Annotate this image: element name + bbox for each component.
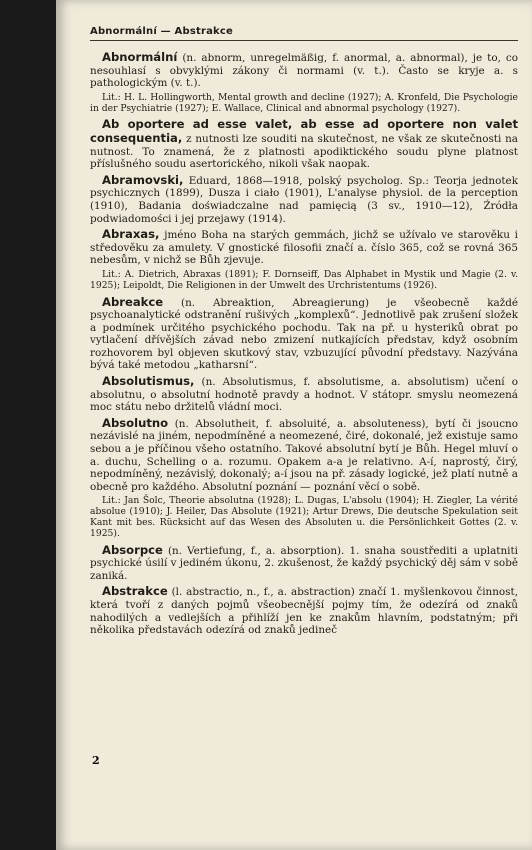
entry-text: (n. Vertiefung, f., a. absorption). 1. snaha soustřediti a uplatniti psychické úsilí v jediném úkonu, 2. zkušenost, že každý psychický děj sám v sobě zaniká. (90, 544, 518, 582)
entry-text: (l. abstractio, n., f., a. abstraction) značí 1. myšlenkovou činnost, která tvoří z daných pojmů všeobecnější pojmy tím, že odezírá od znaků nahodilých a vedlejších a přihlíží jen ke znakům hlavním, podstatným; při několika představách odezírá od znaků jedineč (90, 586, 518, 637)
dictionary-entry (90, 228, 518, 267)
entry-headword: Absolutno (102, 415, 169, 430)
entry-text: (n. abnorm, unregelmäßig, f. anormal, a. abnormal), je to, co nesouhlasí s obvyklými zákony či normami (v. t.). Často se kryje a. s pathologickým (v. t.). (90, 52, 518, 90)
entry-text: (n. Abreaktion, Abreagierung) je všeobecně každé psychoanalytické odstranění rušivých „komplexů“. Jednotlivě pak zrušení složek a podmínek určitého psychického pochodu. Tak na př. u hysteriků obrat po vytlačení dřívějších závad nebo zmizení nutkajících představ, když osobním rozhovorem byl objeven skutkový stav, vzbuzující původní představy. Nazývána bývá také metodou „katharsní“. (90, 296, 518, 372)
entry-headword: Abreakce (102, 294, 164, 309)
entry-headword: Absorpce (102, 542, 163, 557)
entry-headword: Abramovski, (102, 172, 184, 187)
entry-headword: Abstrakce (102, 584, 168, 599)
entry-text: Eduard, 1868—1918, polský psycholog. Sp.: Teorja jednotek psychicznych (1899), Dusza i ciało (1901), L'analyse physiol. de la perception (1910), Badania doświadczalne nad pamięcią (3 sv., 1910—12), Źródła podwiadomości i jej przejawy (1914). (90, 174, 518, 225)
entry-headword: Abnormální (102, 50, 178, 64)
dictionary-entries (90, 51, 518, 637)
page-number: 2 (92, 754, 100, 767)
entry-text: (n. Absolutismus, f. absolutisme, a. absolutism) učení o absolutnu, o absolutní hodnotě pravdy a hodnot. V státopr. smyslu neomezená moc státu nebo držitelů vládní moci. (90, 376, 518, 414)
entry-headword: Abraxas, (102, 227, 160, 242)
entry-literature: Lit.: H. L. Hollingworth, Mental growth and decline (1927); A. Kronfeld, Die Psychologie in der Psychiatrie (1927); E. Wallace, Clinical and abnormal psychology (1927). (90, 91, 518, 114)
dictionary-entry (90, 417, 518, 494)
running-head: Abnormální — Abstrakce (90, 26, 518, 41)
entry-text: (n. Absolutheit, f. absoluité, a. absoluteness), bytí či jsoucno nezávislé na jiném, nepodmíněné a neomezené, čiré, dokonalé, jež existuje samo sebou a je příčinou všeho ostatního. Takové absolutní bytí je Bůh. Hegel mluví o a. duchu, Schelling o a. rozumu. Opakem a-a je relativno. A-í, naprostý, čirý, nepodmíněný, nezávislý, dokonalý; a-í jsou na př. zásady logické, jež platí nutně a obecně pro každého. Absolutní poznání — poznání věcí o sobě. (90, 417, 518, 493)
dictionary-entry (90, 585, 518, 636)
entry-headword: Ab oportere ad esse valet, ab esse ad oportere non valet consequentia, (90, 117, 518, 145)
dictionary-entry (90, 375, 518, 414)
entry-literature: Lit.: A. Dietrich, Abraxas (1891); F. Dornseiff, Das Alphabet in Mystik und Magie (2. v. 1925); Leipoldt, Die Religionen in der Umwelt des Urchristentums (1926). (90, 268, 518, 291)
page-content (90, 26, 518, 640)
entry-text: z nutnosti lze souditi na skutečnost, ne však ze skutečnosti na nutnost. To znamená, že z platnosti apodiktického soudu plyne platnost příslušného soudu asertorického, nikoli však naopak. (90, 132, 518, 171)
entry-literature: Lit.: Jan Šolc, Theorie absolutna (1928); L. Dugas, L'absolu (1904); H. Ziegler, La vérité absolue (1910); J. Heiler, Das Absolute (1921); Artur Drews, Die deutsche Spekulation seit Kant mit bes. Rücksicht auf das Wesen des Absoluten u. die Persönlichkeit Gottes (2. v. 1925). (90, 495, 518, 539)
book-page (56, 0, 532, 850)
dictionary-entry (90, 51, 518, 90)
dictionary-entry (90, 296, 518, 373)
dictionary-entry (90, 544, 518, 583)
entry-headword: Absolutismus, (102, 374, 195, 389)
entry-text: jméno Boha na starých gemmách, jichž se užívalo ve starověku i středověku za amulety. V gnostické filosofii značí a. číslo 365, což se rovná 365 nebesům, v nichž se Bůh zjevuje. (90, 229, 518, 267)
dictionary-entry (90, 118, 518, 170)
dictionary-entry (90, 174, 518, 225)
